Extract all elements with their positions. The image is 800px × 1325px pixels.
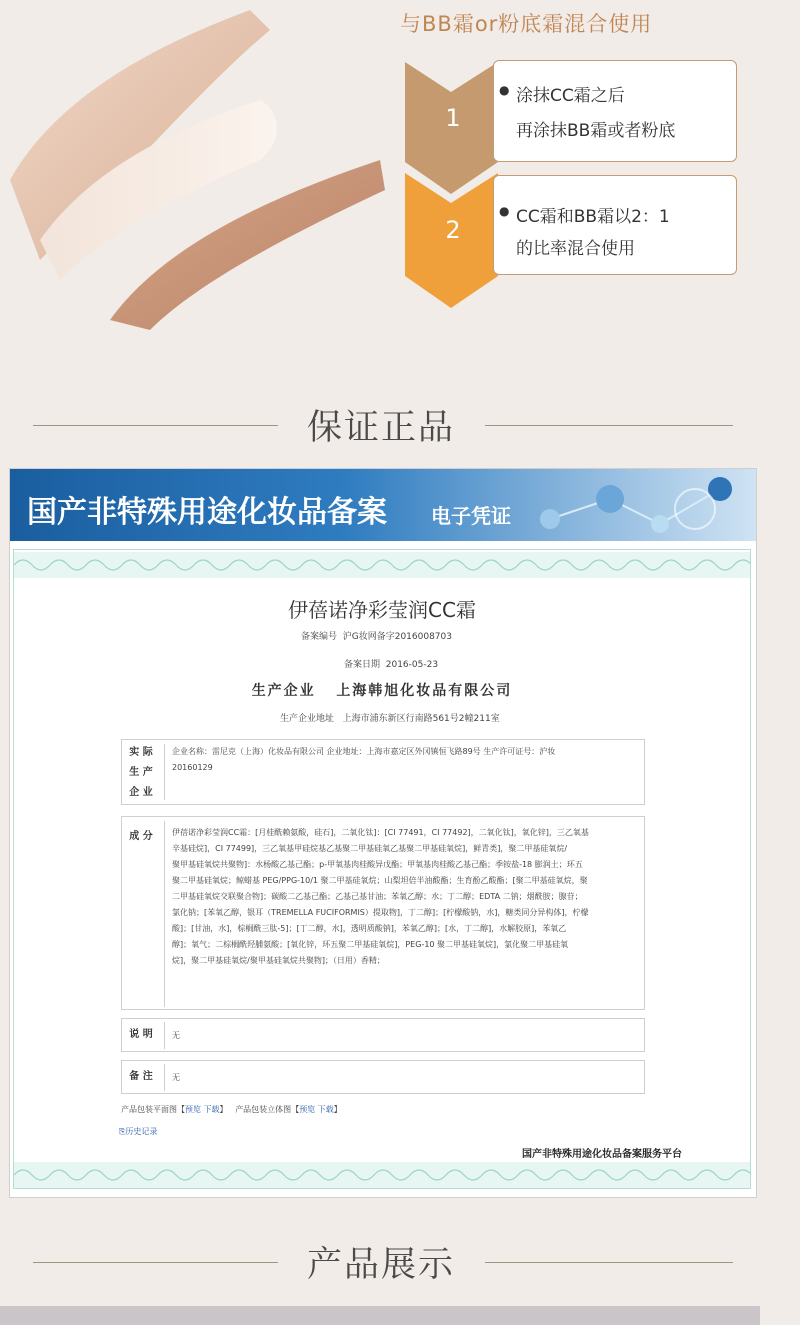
actual-producer-label: 实 际 生 产 企 业 xyxy=(129,747,153,798)
mix-title: 与BB霜or粉底霜混合使用 xyxy=(400,12,653,36)
bullet-icon: ● xyxy=(499,83,510,97)
row-separator xyxy=(164,821,165,1007)
history-label: 历史记录 xyxy=(125,1127,158,1136)
producer-row xyxy=(14,680,750,700)
package-3d-preview-link[interactable]: 预览 xyxy=(299,1105,316,1114)
record-number-row xyxy=(301,629,452,642)
step-1-line-1: 涂抹CC霜之后 xyxy=(516,86,625,106)
producer-address-row xyxy=(280,711,500,724)
step-2-line-2: 的比率混合使用 xyxy=(516,239,635,259)
step-1-box xyxy=(493,60,737,162)
actual-producer-text: 企业名称：雷尼克（上海）化妆品有限公司 企业地址：上海市嘉定区外冈镇恒飞路89号 生产许可证号：沪妆 20160129 xyxy=(172,747,556,772)
record-date: 2016-05-23 xyxy=(385,660,439,670)
note-label: 说 明 xyxy=(129,1029,153,1040)
remark-label: 备 注 xyxy=(129,1071,153,1082)
row-separator xyxy=(164,1022,165,1049)
wave-border-top xyxy=(14,552,750,578)
remark-row xyxy=(121,1060,645,1094)
package-flat-label: 产品包装平面图 xyxy=(121,1105,177,1114)
producer-label: 生产企业 xyxy=(251,683,316,699)
certificate-subtitle: 电子凭证 xyxy=(431,504,511,528)
molecule-icon xyxy=(490,469,756,541)
record-number-label: 备案编号 xyxy=(301,632,338,642)
producer-address-label: 生产企业地址 xyxy=(280,714,335,724)
mix-section xyxy=(0,0,800,455)
step-2-number: 2 xyxy=(445,216,461,244)
row-separator xyxy=(164,744,165,800)
step-2-box xyxy=(493,175,737,275)
wave-border-bottom xyxy=(14,1162,750,1188)
cream-swatch-image xyxy=(0,0,400,340)
producer-address: 上海市浦东新区行南路561号2幢211室 xyxy=(342,714,500,724)
step-2-line-1: CC霜和BB霜以2：1 xyxy=(516,207,670,227)
certificate-body xyxy=(13,549,751,1189)
ingredients-label: 成 分 xyxy=(129,831,153,842)
ingredients-text: 伊蓓诺净彩莹润CC霜：[月桂酰赖氨酸，硅石]，二氧化钛]：[CI 77491，CI 77492]，二氧化钛]，氧化锌]，三乙氧基 辛基硅烷]，CI 77499]，三乙氧基甲硅烷基乙基聚二甲基硅氧乙基聚二甲基硅氧烷]，鲜青类]，聚二甲基硅氧烷/ 聚甲基硅氧烷共聚物]：水杨酸乙基己酯；p-甲氧基肉桂酸异戊酯；甲氧基肉桂酸乙基己酯；季铵盐-18 膨润土；环五 聚二甲基硅氧烷；鲸蜡基 PEG/PPG-10/1 聚二甲基硅氧烷；山梨坦倍半油酸酯；生育酚乙酸酯；[聚二甲基硅氧烷，聚 二甲基硅氧烷交联聚合物]；碳酸二乙基己酯；乙基己基甘油；苯氧乙醇；水；丁二醇；EDTA 二钠；烟酰胺；腺苷； 氯化钠；[苯氧乙醇，银耳（TREMELLA FUCIFORMIS）提取物]，丁二醇]；[柠檬酸钠，水]，糖类同分异构体]，柠檬 酸]；[甘油，水]，棕榈酰三肽-5]；[丁二醇，水]，透明质酸钠]，苯氧乙醇]；[水，丁二醇]，水解胶原]，苯氧乙 醇]；氧气；二棕榈酰羟脯氨酸；[氧化锌，环五聚二甲基硅氧烷]，PEG-10 聚二甲基硅氧烷]，氯化聚二甲基硅氧 烷]，聚二甲基硅氧烷/聚甲基硅氧烷共聚物]；（日用）香精； xyxy=(172,828,589,965)
record-date-row xyxy=(344,657,438,670)
bullet-icon: ● xyxy=(499,204,510,218)
certificate-header xyxy=(10,469,756,541)
ingredients-row xyxy=(121,816,645,1010)
step-1-number: 1 xyxy=(445,104,461,132)
actual-producer-row xyxy=(121,739,645,805)
history-link[interactable] xyxy=(119,1124,157,1140)
package-3d-download-link[interactable]: 下载 xyxy=(317,1105,334,1114)
history-icon: ⎘ xyxy=(119,1127,126,1136)
note-value: 无 xyxy=(172,1031,180,1040)
product-name: 伊蓓诺净彩莹润CC霜 xyxy=(288,598,476,622)
producer-name: 上海韩旭化妆品有限公司 xyxy=(336,683,513,699)
record-number: 沪G妆网备字2016008703 xyxy=(342,632,452,642)
record-date-label: 备案日期 xyxy=(344,660,381,670)
section-title-display: 产品展示 xyxy=(306,1245,455,1285)
platform-name: 国产非特殊用途化妆品备案服务平台 xyxy=(522,1149,682,1160)
row-separator xyxy=(164,1064,165,1091)
certificate xyxy=(9,468,757,1198)
note-row xyxy=(121,1018,645,1052)
package-3d-label: 产品包装立体图 xyxy=(235,1105,292,1114)
bottom-strip xyxy=(0,1306,760,1325)
section-title-authentic: 保证正品 xyxy=(306,408,455,448)
step-1-line-2: 再涂抹BB霜或者粉底 xyxy=(516,121,676,141)
package-links: 产品包装平面图【预览 下载】 产品包装立体图【预览 下载】 xyxy=(121,1105,342,1114)
package-flat-download-link[interactable]: 下载 xyxy=(203,1105,220,1114)
certificate-title: 国产非特殊用途化妆品备案 xyxy=(27,495,387,530)
remark-value: 无 xyxy=(172,1073,180,1082)
package-flat-preview-link[interactable]: 预览 xyxy=(185,1105,201,1114)
